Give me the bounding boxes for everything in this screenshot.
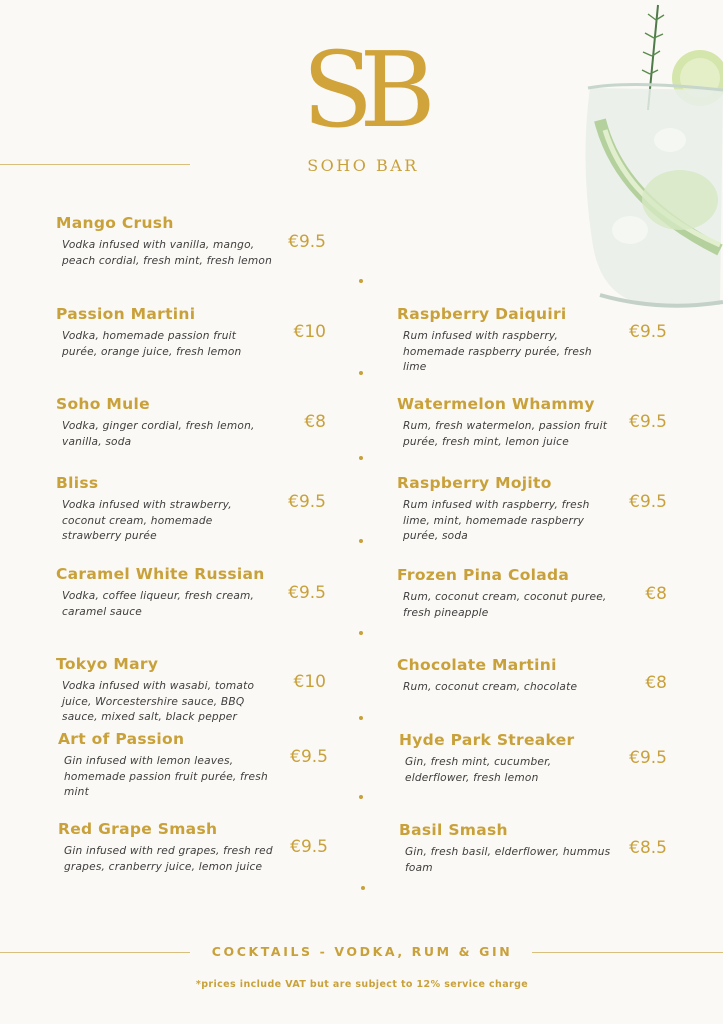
divider-dot [359, 795, 363, 799]
item-description: Vodka, homemade passion fruit purée, orange juice, fresh lemon [62, 330, 242, 358]
menu-item [397, 656, 697, 696]
menu-item [56, 305, 356, 360]
item-price: €9.5 [290, 747, 328, 767]
item-price: €9.5 [288, 492, 326, 512]
item-price: €9.5 [290, 837, 328, 857]
item-price: €8 [645, 673, 667, 693]
logo-monogram: SB [302, 29, 422, 151]
footer-divider-left [0, 952, 190, 953]
item-description: Gin, fresh mint, cucumber, elderflower, fresh lemon [405, 756, 552, 784]
item-price: €10 [293, 322, 326, 342]
divider-dot [359, 539, 363, 543]
item-price: €8 [304, 412, 326, 432]
menu-item [56, 655, 356, 726]
item-price: €8 [645, 584, 667, 604]
item-price: €9.5 [629, 492, 667, 512]
menu-item [58, 820, 358, 875]
menu-item [56, 214, 356, 269]
item-description: Rum infused with raspberry, fresh lime, mint, homemade raspberry purée, soda [403, 499, 590, 542]
item-description: Vodka, coffee liqueur, fresh cream, caramel sauce [62, 590, 255, 618]
item-name: Raspberry Mojito [397, 474, 552, 492]
item-name: Basil Smash [399, 821, 508, 839]
divider-dot [359, 371, 363, 375]
item-description: Vodka infused with strawberry, coconut cream, homemade strawberry purée [62, 499, 232, 542]
item-price: €10 [293, 672, 326, 692]
menu-item [397, 305, 697, 376]
item-name: Raspberry Daiquiri [397, 305, 567, 323]
item-name: Watermelon Whammy [397, 395, 595, 413]
menu-item [56, 395, 356, 450]
menu-item [397, 566, 697, 621]
divider-dot [359, 631, 363, 635]
menu-item [399, 821, 699, 876]
divider-dot [361, 886, 365, 890]
item-price: €9.5 [629, 748, 667, 768]
item-description: Rum, fresh watermelon, passion fruit purée, fresh mint, lemon juice [403, 420, 608, 448]
item-name: Red Grape Smash [58, 820, 218, 838]
item-name: Passion Martini [56, 305, 196, 323]
menu-item [56, 474, 356, 545]
item-description: Vodka, ginger cordial, fresh lemon, vanilla, soda [62, 420, 255, 448]
item-description: Vodka infused with vanilla, mango, peach cordial, fresh mint, fresh lemon [62, 239, 272, 267]
menu-item [397, 395, 697, 450]
service-charge-note: *prices include VAT but are subject to 12% service charge [195, 979, 529, 990]
menu-item [56, 565, 356, 620]
menu-item [58, 730, 358, 801]
item-name: Frozen Pina Colada [397, 566, 570, 584]
item-name: Tokyo Mary [56, 655, 159, 673]
item-description: Gin infused with lemon leaves, homemade passion fruit purée, fresh mint [64, 755, 268, 798]
item-description: Rum, coconut cream, coconut puree, fresh pineapple [403, 591, 607, 619]
item-price: €9.5 [288, 232, 326, 252]
menu-item [397, 474, 697, 545]
divider-dot [359, 279, 363, 283]
item-name: Soho Mule [56, 395, 150, 413]
item-name: Chocolate Martini [397, 656, 557, 674]
cocktail-glass-illustration [560, 0, 723, 320]
item-name: Hyde Park Streaker [399, 731, 575, 749]
menu-item [399, 731, 699, 786]
item-price: €9.5 [629, 412, 667, 432]
divider-dot [359, 456, 363, 460]
item-name: Bliss [56, 474, 99, 492]
divider-dot [359, 716, 363, 720]
item-description: Gin, fresh basil, elderflower, hummus foam [405, 846, 611, 874]
item-description: Gin infused with red grapes, fresh red grapes, cranberry juice, lemon juice [64, 845, 273, 873]
header-divider [0, 164, 190, 165]
footer-title: COCKTAILS - VODKA, RUM & GIN [211, 944, 513, 959]
item-price: €9.5 [288, 583, 326, 603]
bar-name: SOHO BAR [307, 156, 419, 175]
item-description: Rum infused with raspberry, homemade raspberry purée, fresh lime [403, 330, 592, 373]
item-name: Art of Passion [58, 730, 185, 748]
item-name: Caramel White Russian [56, 565, 265, 583]
item-name: Mango Crush [56, 214, 174, 232]
item-price: €8.5 [629, 838, 667, 858]
footer-divider-right [532, 952, 723, 953]
item-price: €9.5 [629, 322, 667, 342]
item-description: Vodka infused with wasabi, tomato juice, Worcestershire sauce, BBQ sauce, mixed salt, black pepper [62, 680, 255, 723]
item-description: Rum, coconut cream, chocolate [403, 681, 578, 693]
